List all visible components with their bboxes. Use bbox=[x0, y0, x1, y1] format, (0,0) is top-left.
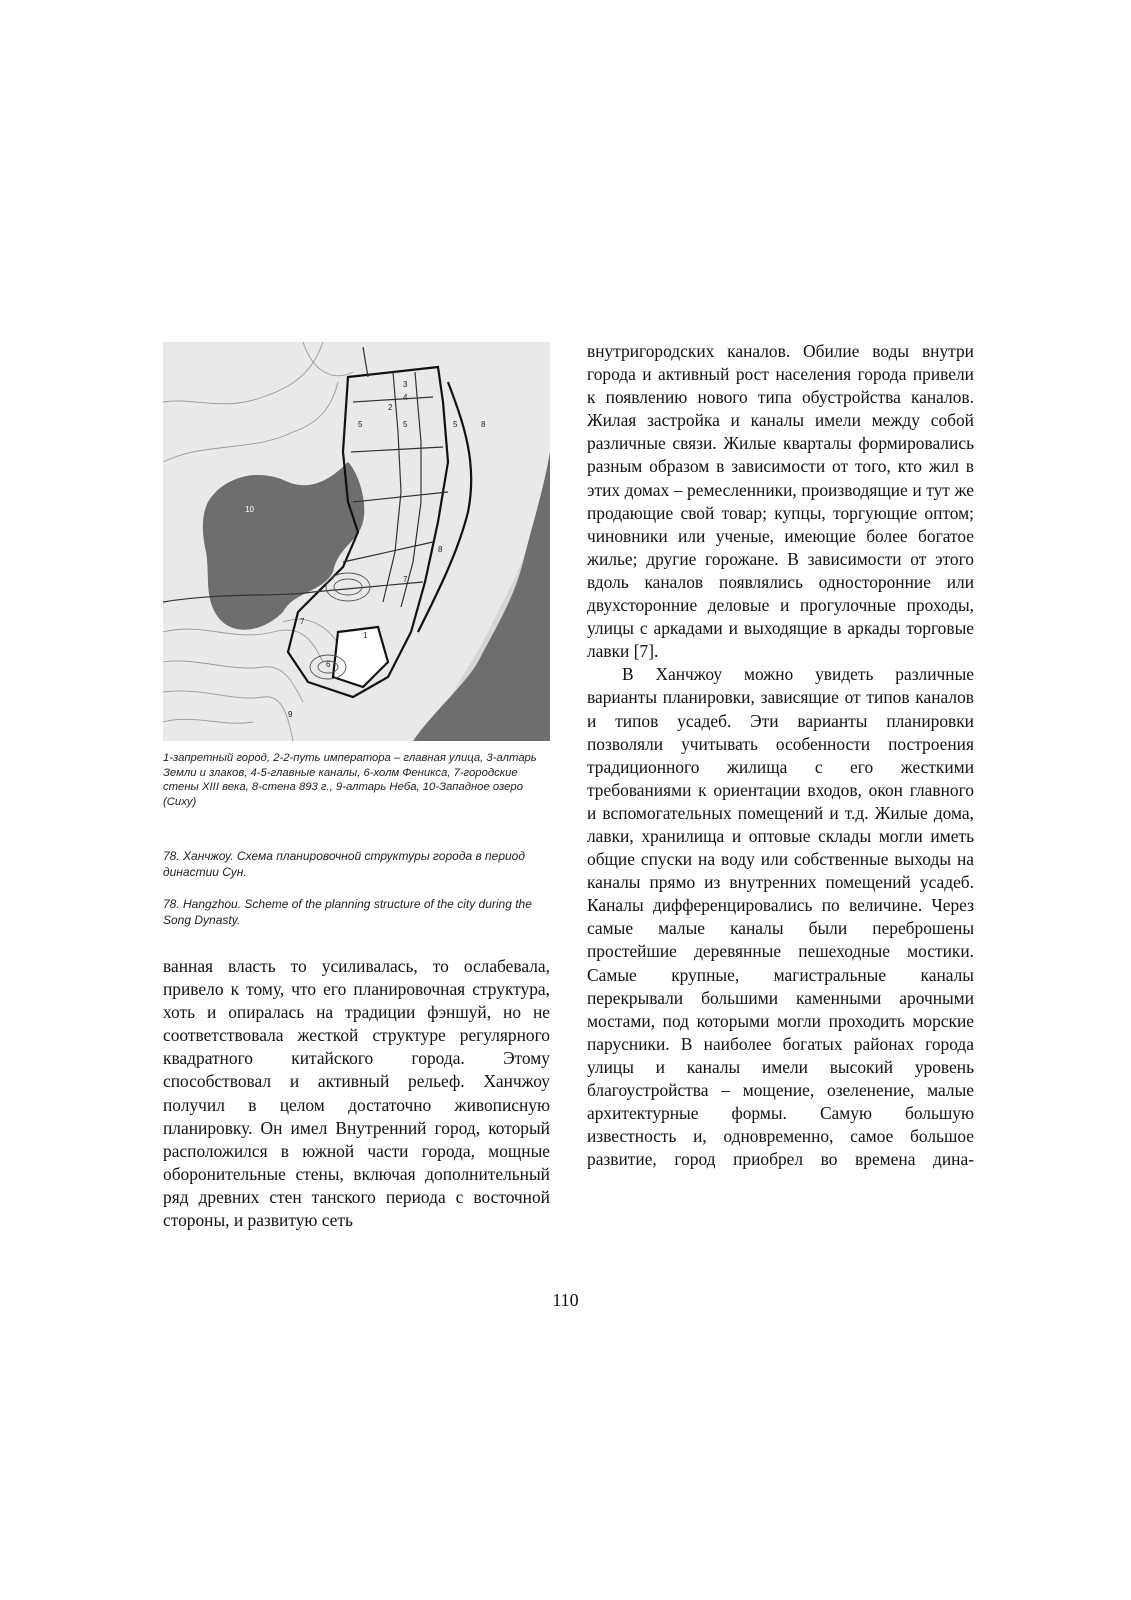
city-plan-map bbox=[163, 342, 550, 741]
left-column-text: ванная власть то усиливалась, то ослабевала, привело к тому, что его планировочная структура, хоть и опиралась на традиции фэншуй, но не соответствовала жесткой структуре регулярного квадратного китайского города. Этому способствовал и активный рельеф. Ханчжоу получил в целом достаточно живописную планировку. Он имел Внутренний город, который расположился в южной части города, мощные оборонительные стены, включая дополнительный ряд древних стен танского периода с восточной стороны, и развитую сеть bbox=[163, 956, 550, 1231]
right-column bbox=[587, 340, 974, 1171]
city-plan-figure bbox=[163, 342, 550, 741]
map-label-4: 4 bbox=[403, 393, 408, 402]
page-number: 110 bbox=[552, 1290, 579, 1310]
map-label-10: 10 bbox=[245, 505, 254, 514]
map-label-8a: 8 bbox=[481, 420, 486, 429]
map-label-3: 3 bbox=[403, 380, 408, 389]
map-label-9: 9 bbox=[288, 710, 293, 719]
map-label-2: 2 bbox=[388, 403, 393, 412]
map-label-5a: 5 bbox=[358, 420, 363, 429]
map-label-5b: 5 bbox=[403, 420, 408, 429]
right-paragraph-1: внутригородских каналов. Обилие воды внутри города и активный рост населения города привели к появлению нового типа обустройства каналов. Жилая застройка и каналы имели между собой различные связи. Жилые кварталы формировались разным образом в зависимости от того, кто жил в этих домах – ремесленники, производящие и тут же продающие свой товар; купцы, торгующие оптом; чиновники или ученые, имеющие более богатое жилье; другие горожане. В зависимости от этого вдоль каналов появлялись односторонние или двухсторонние деловые и прогулочные проходы, улицы с аркадами и выходящие в аркады торговые лавки [7]. bbox=[587, 341, 974, 662]
figure-legend: 1-запретный город, 2-2-путь императора – главная улица, 3-алтарь Земли и злаков, 4-5-главные каналы, 6-холм Феникса, 7-городские стены XIII века, 8-стена 893 г., 9-алтарь Неба, 10-Западное озеро (Сиху) bbox=[163, 752, 537, 808]
map-label-8b: 8 bbox=[438, 545, 443, 554]
map-label-5c: 5 bbox=[453, 420, 458, 429]
map-label-7b: 7 bbox=[300, 617, 305, 626]
figure-caption-en: 78. Hangzhou. Scheme of the planning structure of the city during the Song Dynasty. bbox=[163, 897, 532, 927]
map-label-6: 6 bbox=[326, 660, 331, 669]
map-label-1: 1 bbox=[363, 631, 368, 640]
right-paragraph-2: В Ханчжоу можно увидеть различные варианты планировки, зависящие от типов каналов и типов усадеб. Эти варианты планировки позволяли учитывать особенности построения традиционного жилища с его жесткими требованиями к ориентации входов, окон главного и вспомогательных помещений и т.д. Жилые дома, лавки, хранилища и оптовые склады могли иметь общие спуски на воду или собственные выходы на каналы прямо из внутренних помещений усадеб. Каналы дифференцировались по величине. Через самые малые каналы были переброшены простейшие деревянные пешеходные мостики. Самые крупные, магистральные каналы перекрывали большими каменными арочными мостами, под которыми могли проходить морские парусники. В наиболее богатых районах города улицы и каналы имели высокий уровень благоустройства – мощение, озеленение, малые архитектурные формы. Самую большую известность и, одновременно, самое большое развитие, город приобрел во времена дина- bbox=[587, 664, 974, 1170]
map-label-7a: 7 bbox=[403, 575, 408, 584]
figure-caption-ru: 78. Ханчжоу. Схема планировочной структуры города в период династии Сун. bbox=[163, 849, 525, 879]
left-column bbox=[163, 955, 550, 1232]
